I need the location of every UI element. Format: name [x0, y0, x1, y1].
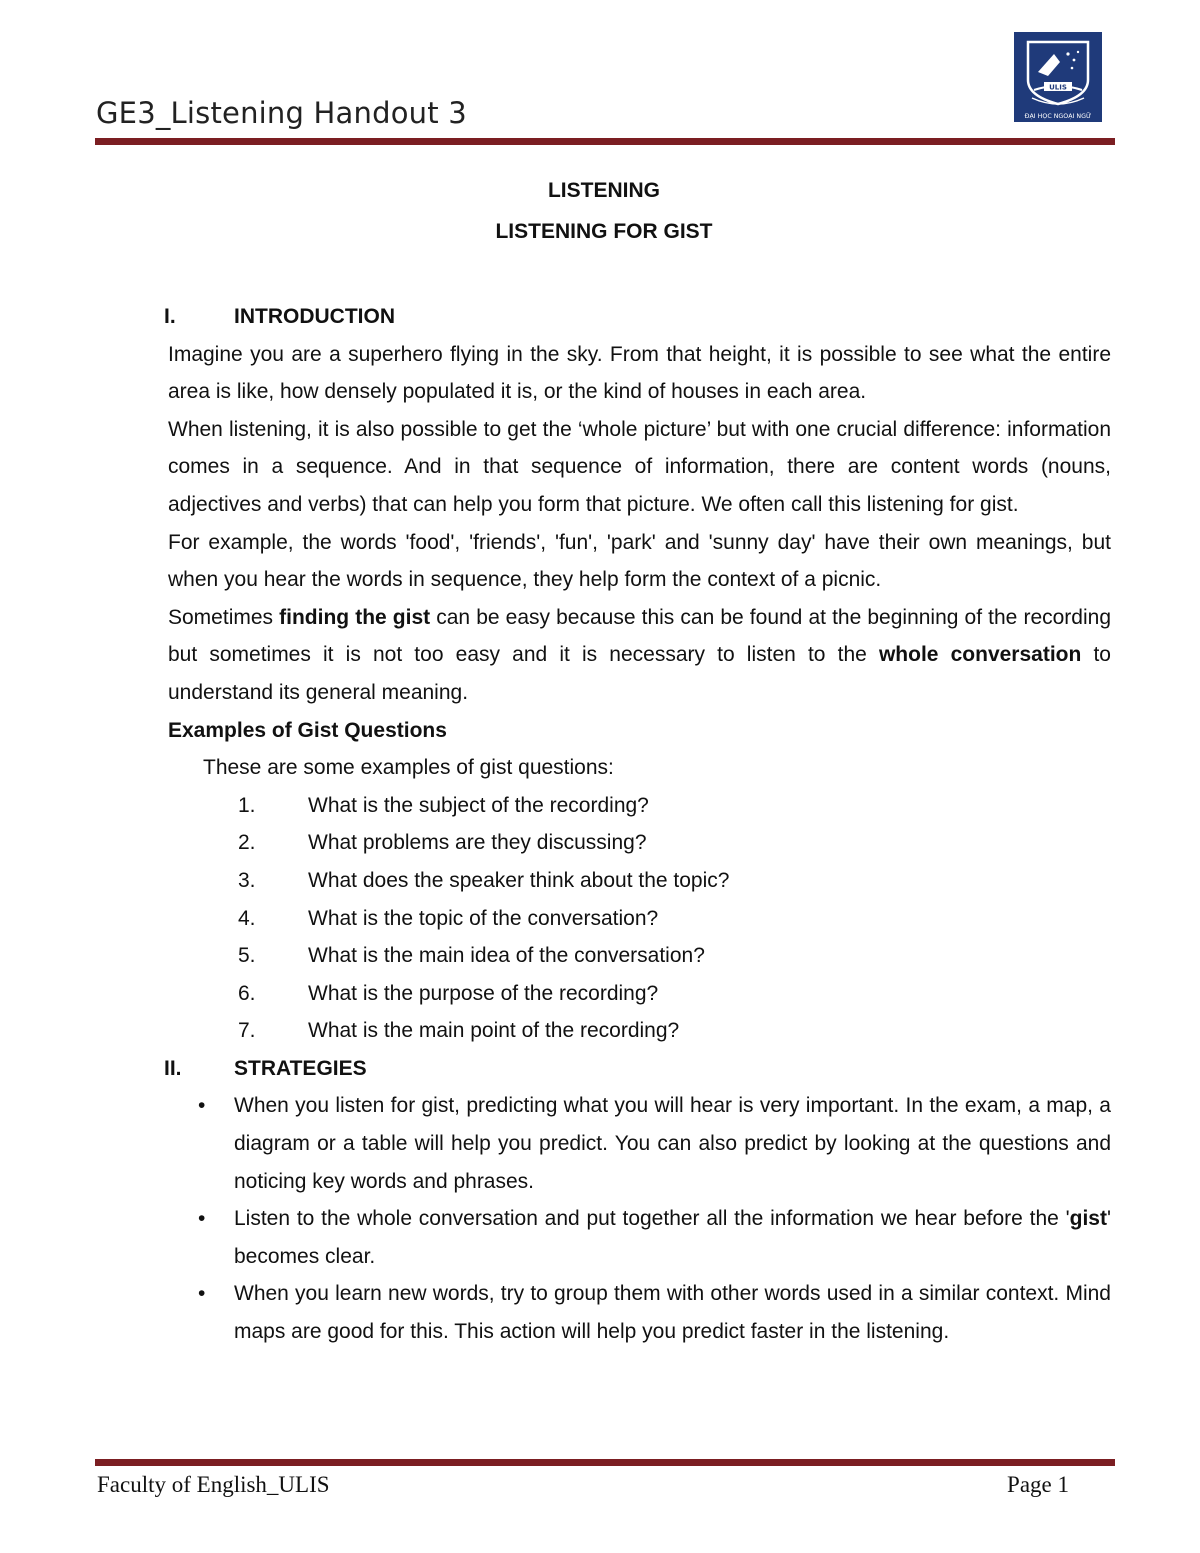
page-number: Page 1 [1007, 1472, 1069, 1497]
svg-text:ĐẠI HỌC NGOẠI NGỮ: ĐẠI HỌC NGOẠI NGỮ [1024, 113, 1092, 120]
bold-text: whole conversation [878, 643, 1082, 667]
strategy-list [168, 1087, 1111, 1350]
bold-text: finding the gist [279, 605, 431, 629]
footer-faculty: Faculty of English_ULIS [97, 1472, 330, 1497]
university-logo [1014, 32, 1102, 122]
list-number: 4. [238, 906, 256, 930]
text-run: ' becomes clear. [234, 1207, 1111, 1268]
document-title: LISTENING [547, 179, 660, 202]
section-number: I. [164, 305, 176, 328]
paragraph: For example, the words 'food', 'friends', 'fun', 'park' and 'sunny day' have their own meanings, but when you hear the words in sequence, they help form the context of a picnic. [168, 530, 1111, 592]
bullet-item [168, 1087, 1111, 1200]
list-item [168, 1012, 1111, 1050]
text-run: to understand its general meaning. [168, 643, 1111, 704]
bullet-icon: • [198, 1207, 206, 1231]
list-item [168, 975, 1111, 1013]
section-number: II. [164, 1056, 182, 1080]
text-run: Listen to the whole conversation and put together all the information we hear before the ' [234, 1207, 1070, 1231]
examples-heading: Examples of Gist Questions [168, 718, 447, 742]
list-text: What problems are they discussing? [308, 831, 647, 855]
list-text: What is the subject of the recording? [308, 793, 649, 817]
list-item [168, 824, 1111, 862]
paragraph: Imagine you are a superhero flying in the sky. From that height, it is possible to see what the entire area is like, how densely populated it is, or the kind of houses in each area. [168, 342, 1111, 404]
header-rule [95, 138, 1115, 145]
text-run: Sometimes [168, 605, 280, 629]
bullet-icon: • [198, 1094, 206, 1118]
bullet-text: When you listen for gist, predicting what you will hear is very important. In the exam, a map, a diagram or a table will help you predict. You can also predict by looking at the questions and noticing key words and phrases. [234, 1094, 1111, 1193]
section-title: INTRODUCTION [234, 305, 395, 328]
list-number: 7. [238, 1019, 256, 1043]
list-number: 6. [238, 981, 256, 1005]
list-item [168, 900, 1111, 938]
bullet-item [168, 1200, 1111, 1275]
text-run: can be easy because this can be found at the beginning of the recording but sometimes it is not too easy and it is necessary to listen to the [168, 605, 1111, 667]
list-text: What is the main point of the recording? [308, 1019, 680, 1043]
list-number: 2. [238, 831, 256, 855]
section-heading-strategies [164, 1050, 1111, 1088]
list-item [168, 937, 1111, 975]
header-title: GE3_Listening Handout 3 [96, 96, 467, 130]
section-title: STRATEGIES [234, 1056, 367, 1080]
bullet-text: When you learn new words, try to group them with other words used in a similar context. Mind maps are good for this. This action will help you predict faster in the listening. [234, 1282, 1111, 1344]
list-text: What is the main idea of the conversation? [308, 944, 705, 968]
bold-text: gist [1069, 1207, 1107, 1231]
list-text: What is the purpose of the recording? [308, 981, 659, 1005]
examples-intro: These are some examples of gist questions: [203, 756, 614, 780]
svg-text:ULIS: ULIS [1049, 83, 1067, 92]
list-number: 1. [238, 793, 256, 817]
list-item [168, 787, 1111, 825]
list-number: 5. [238, 944, 256, 968]
list-text: What does the speaker think about the topic? [308, 868, 730, 892]
bullet-icon: • [198, 1282, 206, 1306]
list-text: What is the topic of the conversation? [308, 906, 659, 930]
bullet-item [168, 1275, 1111, 1350]
paragraph: When listening, it is also possible to get the ‘whole picture’ but with one crucial difference: information comes in a sequence. And in that sequence of information, there are content words (nouns, adjectives and verbs) that can help you form that picture. We often call this listening for gist. [168, 417, 1111, 516]
list-item [168, 862, 1111, 900]
document-subtitle: LISTENING FOR GIST [495, 220, 713, 243]
paragraph [168, 599, 1111, 712]
gist-question-list [168, 787, 1111, 1050]
list-number: 3. [238, 868, 256, 892]
document-body [164, 298, 1111, 1351]
footer-rule [95, 1459, 1115, 1466]
section-heading-introduction [164, 298, 1111, 336]
